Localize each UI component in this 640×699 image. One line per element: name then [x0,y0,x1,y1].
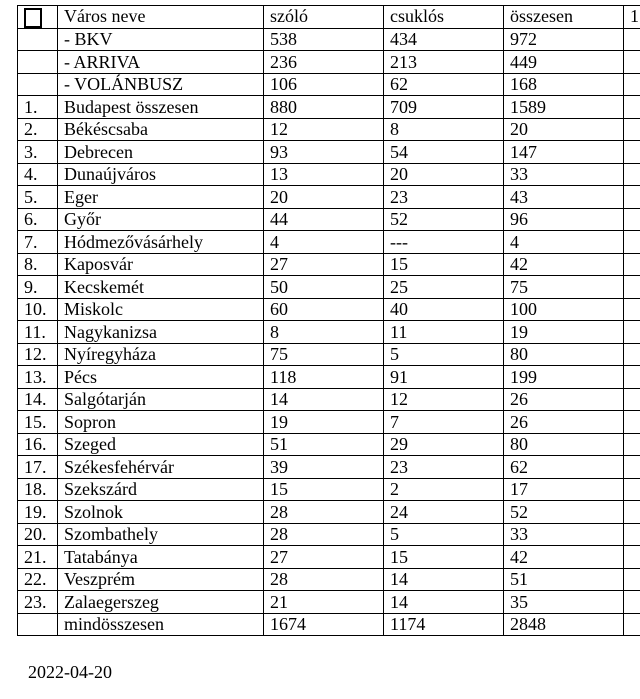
row-number-cell: 17. [18,456,58,479]
table-row [18,501,640,524]
solo-count-cell: 75 [264,343,384,366]
header-city-name: Város neve [58,6,264,29]
table-marker-box [24,8,42,28]
document-date: 2022-04-20 [28,662,112,682]
total-count-cell: 2848 [504,613,624,636]
solo-count-cell: 39 [264,456,384,479]
total-count-cell: 20 [504,118,624,141]
total-count-cell: 96 [504,208,624,231]
total-count-cell: 199 [504,366,624,389]
extra-cell [624,411,640,434]
extra-cell [624,253,640,276]
total-count-cell: 33 [504,163,624,186]
city-name-cell: Miskolc [58,298,264,321]
row-number-cell [18,613,58,636]
articulated-count-cell: 2 [384,478,504,501]
header-total: összesen [504,6,624,29]
city-name-cell: Székesfehérvár [58,456,264,479]
row-number-cell: 12. [18,343,58,366]
extra-cell [624,501,640,524]
city-name-cell: Budapest összesen [58,96,264,119]
articulated-count-cell: 213 [384,51,504,74]
table-row [18,28,640,51]
total-count-cell: 147 [504,141,624,164]
city-name-cell: Nagykanizsa [58,321,264,344]
articulated-count-cell: 434 [384,28,504,51]
extra-cell [624,208,640,231]
solo-count-cell: 236 [264,51,384,74]
table-row [18,613,640,636]
solo-count-cell: 13 [264,163,384,186]
city-name-cell: - VOLÁNBUSZ [58,73,264,96]
articulated-count-cell: 7 [384,411,504,434]
city-name-cell: Hódmezővásárhely [58,231,264,254]
solo-count-cell: 27 [264,253,384,276]
total-count-cell: 449 [504,51,624,74]
table-row [18,186,640,209]
table-row [18,411,640,434]
solo-count-cell: 106 [264,73,384,96]
solo-count-cell: 118 [264,366,384,389]
articulated-count-cell: 15 [384,546,504,569]
row-number-cell: 16. [18,433,58,456]
articulated-count-cell: 11 [384,321,504,344]
city-name-cell: - ARRIVA [58,51,264,74]
city-name-cell: Pécs [58,366,264,389]
header-number-cell [18,6,58,29]
table-body [18,28,640,636]
solo-count-cell: 60 [264,298,384,321]
city-name-cell: Veszprém [58,568,264,591]
row-number-cell: 23. [18,591,58,614]
articulated-count-cell: 24 [384,501,504,524]
solo-count-cell: 93 [264,141,384,164]
solo-count-cell: 28 [264,568,384,591]
table-row [18,141,640,164]
total-count-cell: 52 [504,501,624,524]
total-count-cell: 100 [504,298,624,321]
table-row [18,523,640,546]
solo-count-cell: 4 [264,231,384,254]
articulated-count-cell: --- [384,231,504,254]
extra-cell [624,186,640,209]
table-row [18,568,640,591]
solo-count-cell: 50 [264,276,384,299]
articulated-count-cell: 23 [384,186,504,209]
header-solo: szóló [264,6,384,29]
table-row [18,591,640,614]
extra-cell [624,231,640,254]
solo-count-cell: 51 [264,433,384,456]
extra-cell [624,51,640,74]
header-extra: 1 [624,6,640,29]
extra-cell [624,118,640,141]
solo-count-cell: 1674 [264,613,384,636]
solo-count-cell: 880 [264,96,384,119]
extra-cell [624,163,640,186]
total-count-cell: 80 [504,343,624,366]
solo-count-cell: 14 [264,388,384,411]
extra-cell [624,388,640,411]
city-name-cell: Debrecen [58,141,264,164]
total-count-cell: 33 [504,523,624,546]
articulated-count-cell: 25 [384,276,504,299]
solo-count-cell: 28 [264,523,384,546]
row-number-cell: 14. [18,388,58,411]
city-name-cell: Eger [58,186,264,209]
total-count-cell: 4 [504,231,624,254]
row-number-cell: 2. [18,118,58,141]
table-row [18,456,640,479]
total-count-cell: 42 [504,253,624,276]
table-row [18,208,640,231]
solo-count-cell: 19 [264,411,384,434]
articulated-count-cell: 20 [384,163,504,186]
city-name-cell: mindösszesen [58,613,264,636]
solo-count-cell: 538 [264,28,384,51]
extra-cell [624,276,640,299]
solo-count-cell: 27 [264,546,384,569]
articulated-count-cell: 91 [384,366,504,389]
extra-cell [624,321,640,344]
table-row [18,343,640,366]
extra-cell [624,73,640,96]
total-count-cell: 1589 [504,96,624,119]
row-number-cell: 6. [18,208,58,231]
extra-cell [624,478,640,501]
solo-count-cell: 28 [264,501,384,524]
city-name-cell: Szeged [58,433,264,456]
table-row [18,366,640,389]
table-row [18,96,640,119]
table-row [18,298,640,321]
extra-cell [624,28,640,51]
total-count-cell: 17 [504,478,624,501]
extra-cell [624,523,640,546]
table-row [18,546,640,569]
city-name-cell: Salgótarján [58,388,264,411]
city-name-cell: Sopron [58,411,264,434]
total-count-cell: 35 [504,591,624,614]
extra-cell [624,546,640,569]
row-number-cell: 1. [18,96,58,119]
row-number-cell [18,51,58,74]
city-name-cell: Tatabánya [58,546,264,569]
extra-cell [624,591,640,614]
table-row [18,478,640,501]
total-count-cell: 80 [504,433,624,456]
extra-cell [624,343,640,366]
total-count-cell: 26 [504,411,624,434]
articulated-count-cell: 14 [384,568,504,591]
row-number-cell: 15. [18,411,58,434]
solo-count-cell: 20 [264,186,384,209]
city-name-cell: - BKV [58,28,264,51]
row-number-cell: 7. [18,231,58,254]
table-row [18,388,640,411]
city-name-cell: Békéscsaba [58,118,264,141]
row-number-cell: 3. [18,141,58,164]
extra-cell [624,568,640,591]
extra-cell [624,96,640,119]
table-row [18,118,640,141]
total-count-cell: 42 [504,546,624,569]
city-name-cell: Szolnok [58,501,264,524]
table-row [18,163,640,186]
total-count-cell: 19 [504,321,624,344]
city-name-cell: Kaposvár [58,253,264,276]
solo-count-cell: 12 [264,118,384,141]
articulated-count-cell: 54 [384,141,504,164]
row-number-cell: 4. [18,163,58,186]
articulated-count-cell: 8 [384,118,504,141]
total-count-cell: 62 [504,456,624,479]
city-name-cell: Kecskemét [58,276,264,299]
total-count-cell: 26 [504,388,624,411]
articulated-count-cell: 1174 [384,613,504,636]
extra-cell [624,298,640,321]
row-number-cell: 8. [18,253,58,276]
row-number-cell: 20. [18,523,58,546]
row-number-cell: 9. [18,276,58,299]
total-count-cell: 51 [504,568,624,591]
city-name-cell: Szekszárd [58,478,264,501]
city-name-cell: Zalaegerszeg [58,591,264,614]
city-name-cell: Nyíregyháza [58,343,264,366]
header-articulated: csuklós [384,6,504,29]
row-number-cell: 11. [18,321,58,344]
total-count-cell: 43 [504,186,624,209]
extra-cell [624,613,640,636]
articulated-count-cell: 15 [384,253,504,276]
row-number-cell [18,28,58,51]
articulated-count-cell: 29 [384,433,504,456]
table-row [18,321,640,344]
articulated-count-cell: 709 [384,96,504,119]
total-count-cell: 75 [504,276,624,299]
solo-count-cell: 44 [264,208,384,231]
table-row [18,433,640,456]
table-row [18,51,640,74]
articulated-count-cell: 52 [384,208,504,231]
solo-count-cell: 15 [264,478,384,501]
table-row [18,253,640,276]
total-count-cell: 168 [504,73,624,96]
extra-cell [624,366,640,389]
extra-cell [624,433,640,456]
articulated-count-cell: 62 [384,73,504,96]
extra-cell [624,456,640,479]
row-number-cell: 19. [18,501,58,524]
bus-fleet-table [17,5,640,636]
articulated-count-cell: 23 [384,456,504,479]
city-name-cell: Szombathely [58,523,264,546]
table-row [18,276,640,299]
row-number-cell: 10. [18,298,58,321]
articulated-count-cell: 14 [384,591,504,614]
row-number-cell: 21. [18,546,58,569]
articulated-count-cell: 5 [384,523,504,546]
extra-cell [624,141,640,164]
row-number-cell: 5. [18,186,58,209]
row-number-cell: 22. [18,568,58,591]
articulated-count-cell: 40 [384,298,504,321]
total-count-cell: 972 [504,28,624,51]
table-row [18,231,640,254]
solo-count-cell: 21 [264,591,384,614]
city-name-cell: Dunaújváros [58,163,264,186]
city-name-cell: Győr [58,208,264,231]
row-number-cell [18,73,58,96]
solo-count-cell: 8 [264,321,384,344]
articulated-count-cell: 5 [384,343,504,366]
table-row [18,73,640,96]
table-header-row [18,6,640,29]
row-number-cell: 13. [18,366,58,389]
articulated-count-cell: 12 [384,388,504,411]
row-number-cell: 18. [18,478,58,501]
